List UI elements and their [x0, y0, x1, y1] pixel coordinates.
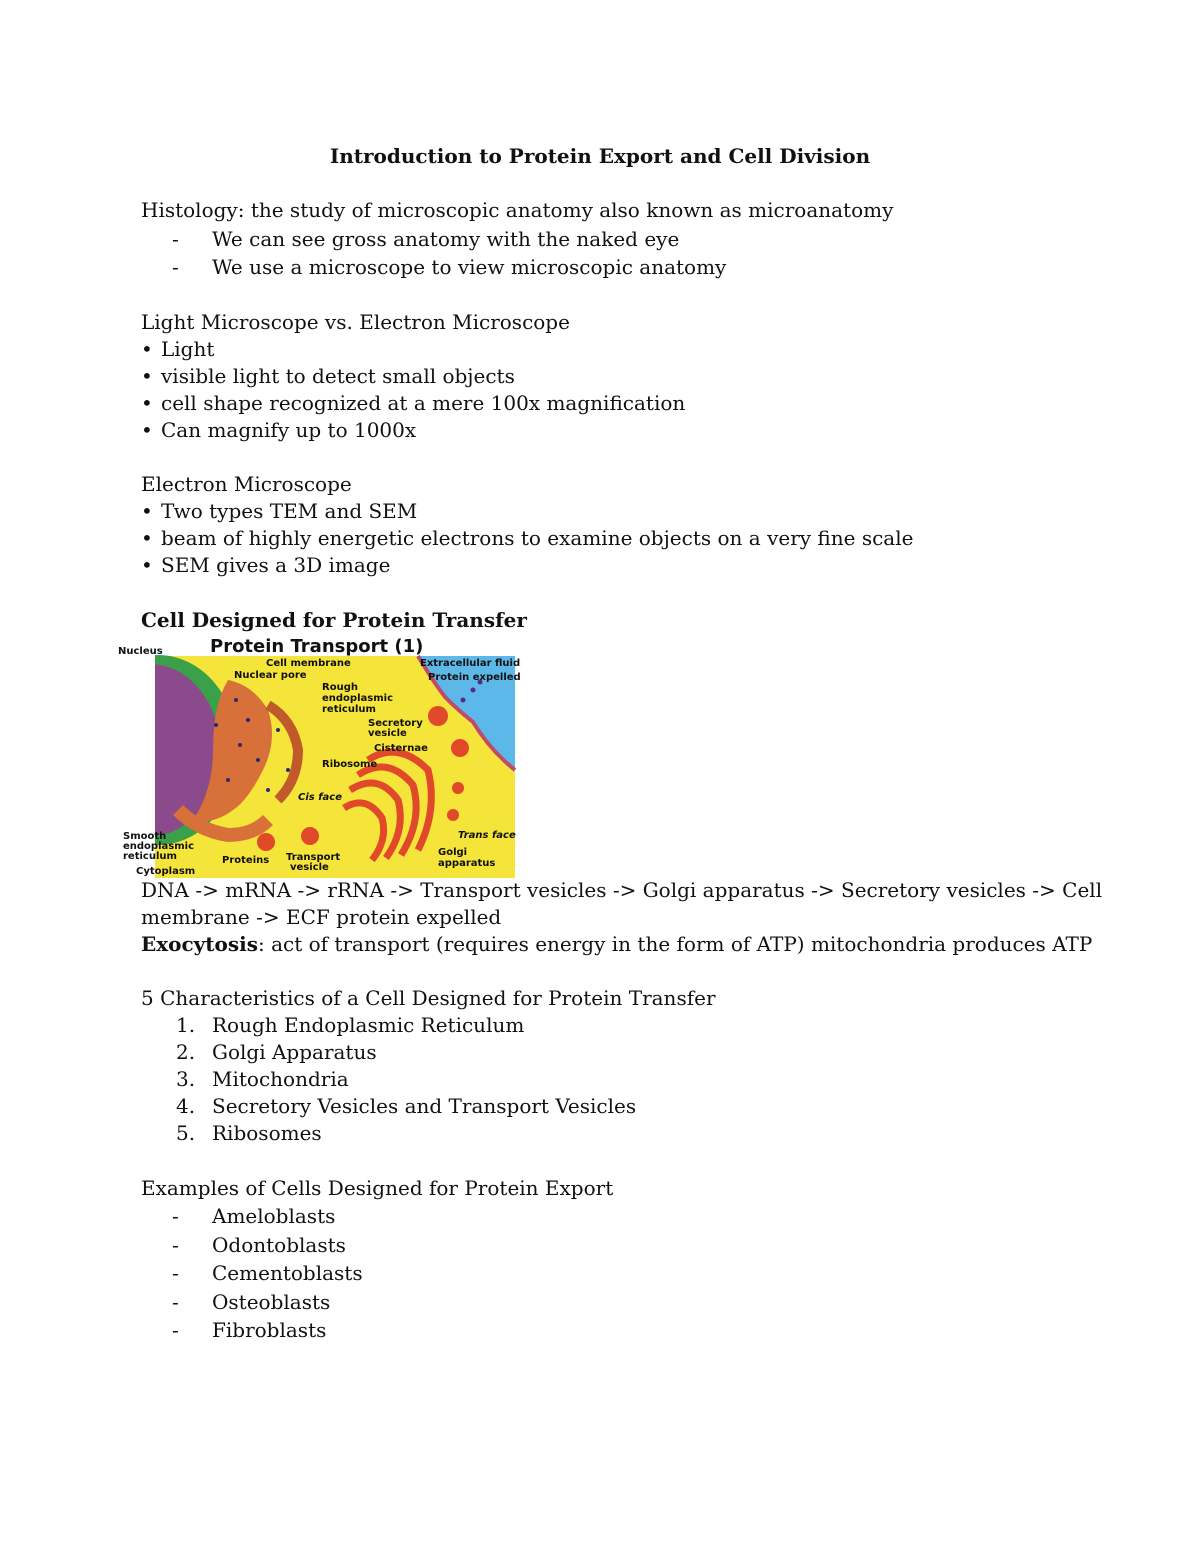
exocytosis-term: Exocytosis [141, 932, 259, 956]
label-cytoplasm: Cytoplasm [136, 866, 196, 877]
bullet-marker: • [141, 553, 153, 577]
bullet-marker: • [141, 418, 153, 442]
example-item: Ameloblasts [212, 1204, 336, 1228]
label-secretory-vesicle: vesicle [368, 728, 407, 739]
label-transport-vesicle: Transport [286, 852, 341, 863]
protein-transport-figure [118, 630, 548, 878]
transport-vesicle [301, 827, 319, 845]
example-item: Fibroblasts [212, 1318, 327, 1342]
label-smooth-er: endoplasmic [123, 841, 194, 852]
histology-point: We use a microscope to view microscopic anatomy [212, 255, 727, 279]
dash-marker: - [172, 1204, 179, 1228]
histology-definition: Histology: the study of microscopic anatomy also known as microanatomy [141, 198, 894, 222]
characteristics-heading: 5 Characteristics of a Cell Designed for Protein Transfer [141, 986, 716, 1010]
examples-heading: Examples of Cells Designed for Protein Export [141, 1176, 614, 1200]
bullet-item [141, 337, 214, 361]
exocytosis-text: : act of transport (requires energy in the form of ATP) mitochondria produces ATP [258, 932, 1093, 956]
transport-vesicle [257, 833, 275, 851]
label-protein-expelled: Protein expelled [428, 672, 521, 683]
label-extracellular-fluid: Extracellular fluid [420, 658, 521, 669]
characteristic-item: Golgi Apparatus [212, 1040, 377, 1064]
label-cis-face: Cis face [298, 792, 343, 803]
figure-title: Protein Transport (1) [210, 636, 424, 657]
bullet-item [141, 418, 416, 442]
list-number: 1. [176, 1013, 196, 1037]
pathway-line: membrane -> ECF protein expelled [141, 905, 502, 929]
label-smooth-er: Smooth [123, 831, 167, 842]
label-rough-er: Rough [322, 682, 358, 693]
characteristic-item: Rough Endoplasmic Reticulum [212, 1013, 525, 1037]
example-item: Cementoblasts [212, 1261, 363, 1285]
bullet-item [141, 526, 913, 550]
dash-marker: - [172, 1233, 179, 1257]
bullet-text: Light [161, 337, 215, 361]
bullet-text: SEM gives a 3D image [161, 553, 391, 577]
label-cell-membrane: Cell membrane [266, 658, 351, 669]
label-transport-vesicle: vesicle [290, 862, 329, 873]
label-rough-er: endoplasmic [322, 693, 393, 704]
bullet-item [141, 391, 685, 415]
label-golgi-apparatus: apparatus [438, 858, 496, 869]
bullet-marker: • [141, 499, 153, 523]
characteristic-item: Ribosomes [212, 1121, 322, 1145]
bullet-marker: • [141, 337, 153, 361]
characteristic-item: Secretory Vesicles and Transport Vesicles [212, 1094, 637, 1118]
bullet-item [141, 499, 417, 523]
bullet-text: visible light to detect small objects [161, 364, 515, 388]
bullet-marker: • [141, 391, 153, 415]
bullet-item [141, 364, 515, 388]
bullet-text: Two types TEM and SEM [161, 499, 418, 523]
label-nuclear-pore: Nuclear pore [234, 670, 307, 681]
bullet-text: cell shape recognized at a mere 100x magnification [161, 391, 686, 415]
label-secretory-vesicle: Secretory [368, 718, 423, 729]
protein-transfer-heading: Cell Designed for Protein Transfer [141, 608, 527, 632]
dash-marker: - [172, 1290, 179, 1314]
label-ribosome: Ribosome [322, 759, 378, 770]
page-title: Introduction to Protein Export and Cell Division [329, 144, 871, 168]
example-item: Odontoblasts [212, 1233, 346, 1257]
example-item: Osteoblasts [212, 1290, 331, 1314]
list-number: 2. [176, 1040, 196, 1064]
secretory-vesicle [452, 782, 464, 794]
list-number: 4. [176, 1094, 196, 1118]
bullet-marker: • [141, 364, 153, 388]
pathway-line: DNA -> mRNA -> rRNA -> Transport vesicles -> Golgi apparatus -> Secretory vesicles -> Cell [141, 878, 1103, 902]
protein-transport-diagram [118, 630, 548, 878]
bullet-text: beam of highly energetic electrons to examine objects on a very fine scale [161, 526, 914, 550]
exocytosis-definition [141, 932, 1092, 956]
label-smooth-er: reticulum [123, 851, 177, 862]
label-cisternae: Cisternae [374, 743, 428, 754]
bullet-text: Can magnify up to 1000x [161, 418, 417, 442]
dash-marker: - [172, 1318, 179, 1342]
dash-marker: - [172, 1261, 179, 1285]
dash-marker: - [172, 227, 179, 251]
label-trans-face: Trans face [458, 830, 516, 841]
label-rough-er: reticulum [322, 704, 376, 715]
secretory-vesicle [451, 739, 469, 757]
label-nucleus: Nucleus [118, 646, 163, 657]
list-number: 3. [176, 1067, 196, 1091]
list-number: 5. [176, 1121, 196, 1145]
bullet-item [141, 553, 390, 577]
light-microscope-heading: Light Microscope vs. Electron Microscope [141, 310, 570, 334]
secretory-vesicle [447, 809, 459, 821]
histology-point: We can see gross anatomy with the naked eye [212, 227, 680, 251]
label-golgi-apparatus: Golgi [438, 847, 468, 858]
electron-microscope-heading: Electron Microscope [141, 472, 352, 496]
characteristic-item: Mitochondria [212, 1067, 349, 1091]
secretory-vesicle [428, 706, 448, 726]
bullet-marker: • [141, 526, 153, 550]
dash-marker: - [172, 255, 179, 279]
label-proteins: Proteins [222, 855, 270, 866]
